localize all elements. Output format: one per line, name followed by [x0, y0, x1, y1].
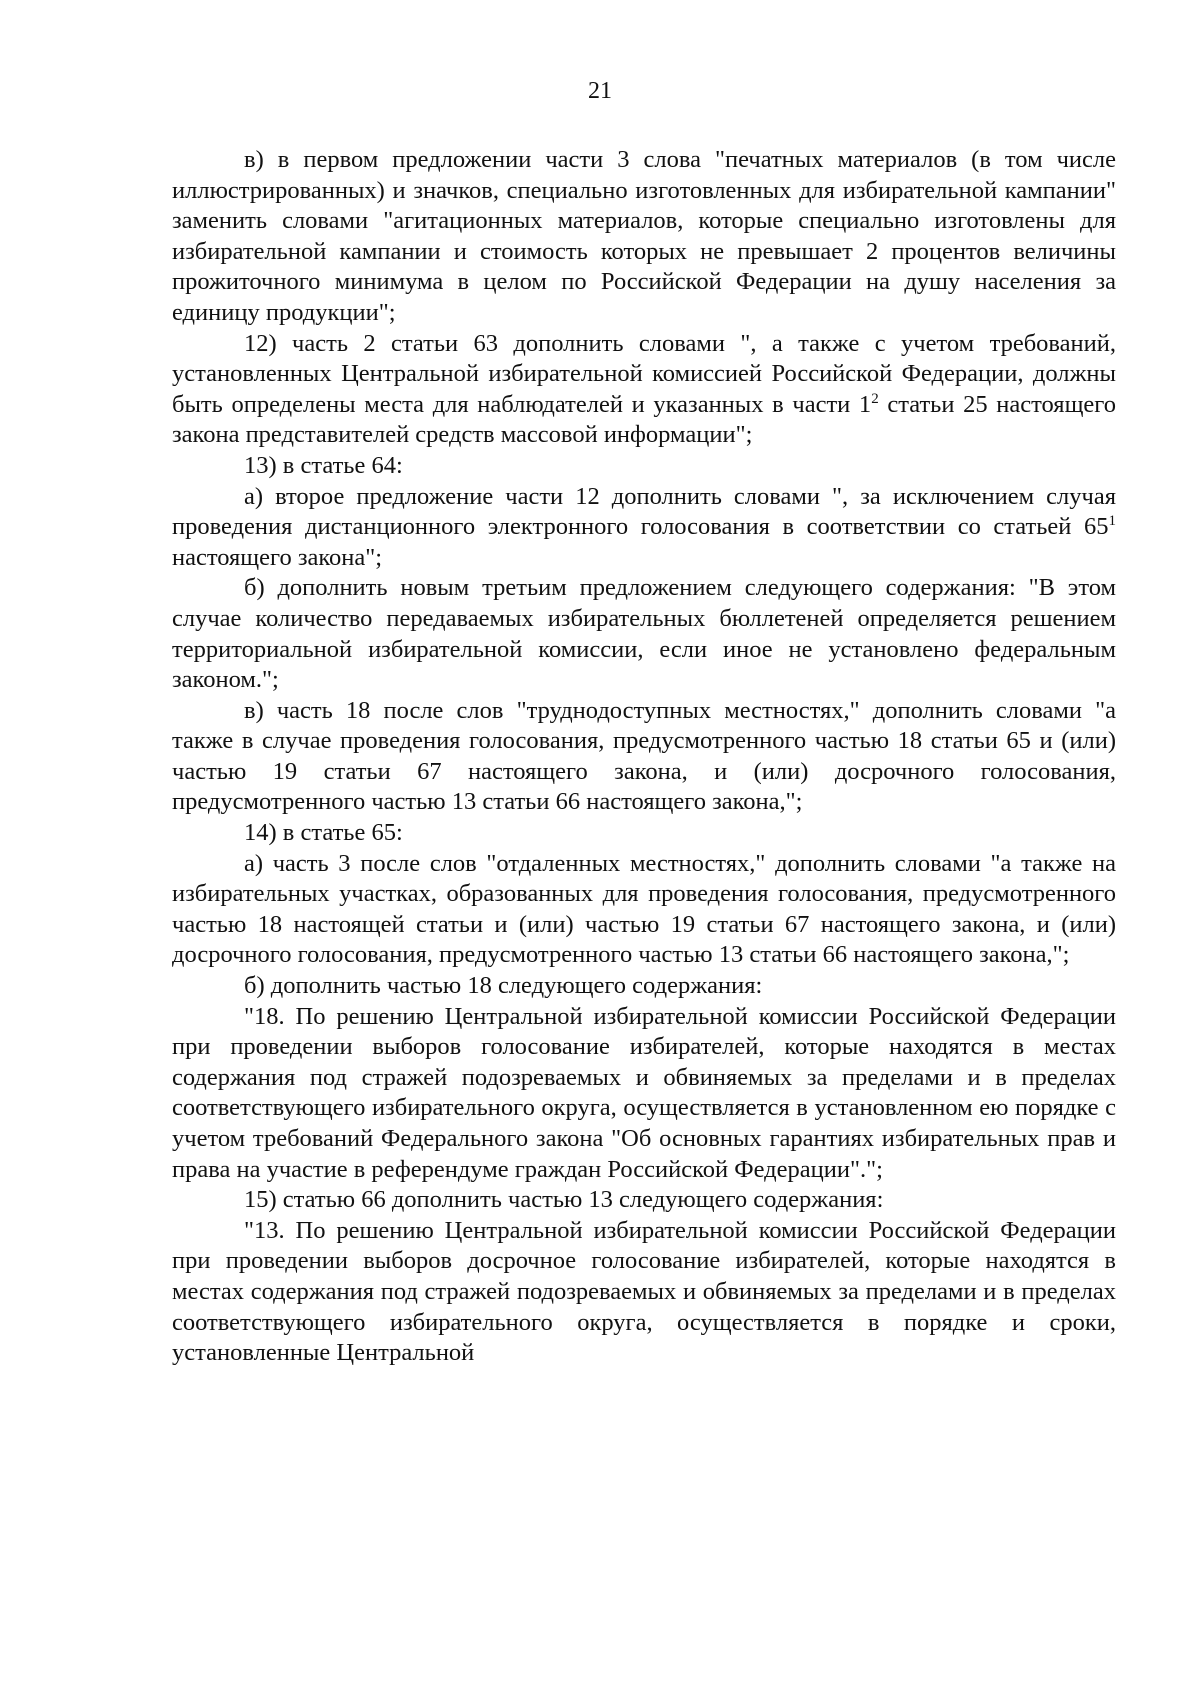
paragraph-14: [172, 818, 1116, 849]
paragraph-part-13: [172, 1216, 1116, 1369]
paragraph-text: 14) в статье 65:: [244, 819, 403, 847]
paragraph-text-tail: статьи 25 настоящего закона представителей средств массовой информации";: [172, 390, 1116, 449]
paragraph-text: "13. По решению Центральной избирательной комиссии Российской Федерации при проведении выборов досрочное голосование избирателей, которые находятся в местах содержания под стражей подозреваемых и обвиняемых за пределами и в пределах соответствующего избирательного округа, осуществляется в порядке и сроки, установленные Центральной: [172, 1216, 1116, 1367]
paragraph-text: а) часть 3 после слов "отдаленных местностях," дополнить словами "а также на избирательных участках, образованных для проведения голосования, предусмотренного частью 18 настоящей статьи и (или) частью 19 статьи 67 настоящего закона, и (или) досрочного голосования, предусмотренного частью 13 статьи 66 настоящего закона,";: [172, 849, 1116, 969]
document-body: [172, 145, 1116, 1369]
paragraph-text: в) часть 18 после слов "труднодоступных местностях," дополнить словами "а также в случае проведения голосования, предусмотренного частью 18 статьи 65 и (или) частью 19 статьи 67 настоящего закона, и (или) досрочного голосования, предусмотренного частью 13 статьи 66 настоящего закона,";: [172, 696, 1116, 816]
paragraph-13v: [172, 696, 1116, 818]
paragraph-text: 15) статью 66 дополнить частью 13 следующего содержания:: [244, 1186, 884, 1214]
paragraph-text: в) в первом предложении части 3 слова "печатных материалов (в том числе иллюстрированных) и значков, специально изготовленных для избирательной кампании" заменить словами "агитационных материалов, которые специально изготовлены для избирательной кампании и стоимость которых не превышает 2 процентов величины прожиточного минимума в целом по Российской Федерации на душу населения за единицу продукции";: [172, 146, 1116, 326]
paragraph-3v: [172, 145, 1116, 329]
page-number: 21: [588, 78, 612, 104]
paragraph-15: [172, 1185, 1116, 1216]
paragraph-12: [172, 329, 1116, 451]
superscript: 2: [871, 390, 879, 407]
paragraph-14a: [172, 849, 1116, 971]
paragraph-text: 13) в статье 64:: [244, 451, 403, 479]
paragraph-part-18: [172, 1002, 1116, 1186]
paragraph-text: б) дополнить частью 18 следующего содержания:: [244, 972, 763, 1000]
paragraph-text: а) второе предложение части 12 дополнить словами ", за исключением случая проведения дистанционного электронного голосования в соответствии со статьей 65: [172, 482, 1116, 541]
paragraph-text-tail: настоящего закона";: [172, 543, 383, 571]
paragraph-text: б) дополнить новым третьим предложением следующего содержания: "В этом случае количество передаваемых избирательных бюллетеней определяется решением территориальной избирательной комиссии, если иное не установлено федеральным законом.";: [172, 574, 1116, 694]
paragraph-13a: [172, 482, 1116, 574]
superscript: 1: [1108, 513, 1116, 530]
paragraph-13b: [172, 573, 1116, 695]
paragraph-text: 12) часть 2 статьи 63 дополнить словами ", а также с учетом требований, установленных Центральной избирательной комиссией Российской Федерации, должны быть определены места для наблюдателей и указанных в части 1: [172, 329, 1116, 418]
paragraph-14b: [172, 971, 1116, 1002]
paragraph-13: [172, 451, 1116, 482]
paragraph-text: "18. По решению Центральной избирательной комиссии Российской Федерации при проведении выборов голосование избирателей, которые находятся в местах содержания под стражей подозреваемых и обвиняемых за пределами и в пределах соответствующего избирательного округа, осуществляется в установленном ею порядке с учетом требований Федерального закона "Об основных гарантиях избирательных прав и права на участие в референдуме граждан Российской Федерации".";: [172, 1002, 1116, 1183]
